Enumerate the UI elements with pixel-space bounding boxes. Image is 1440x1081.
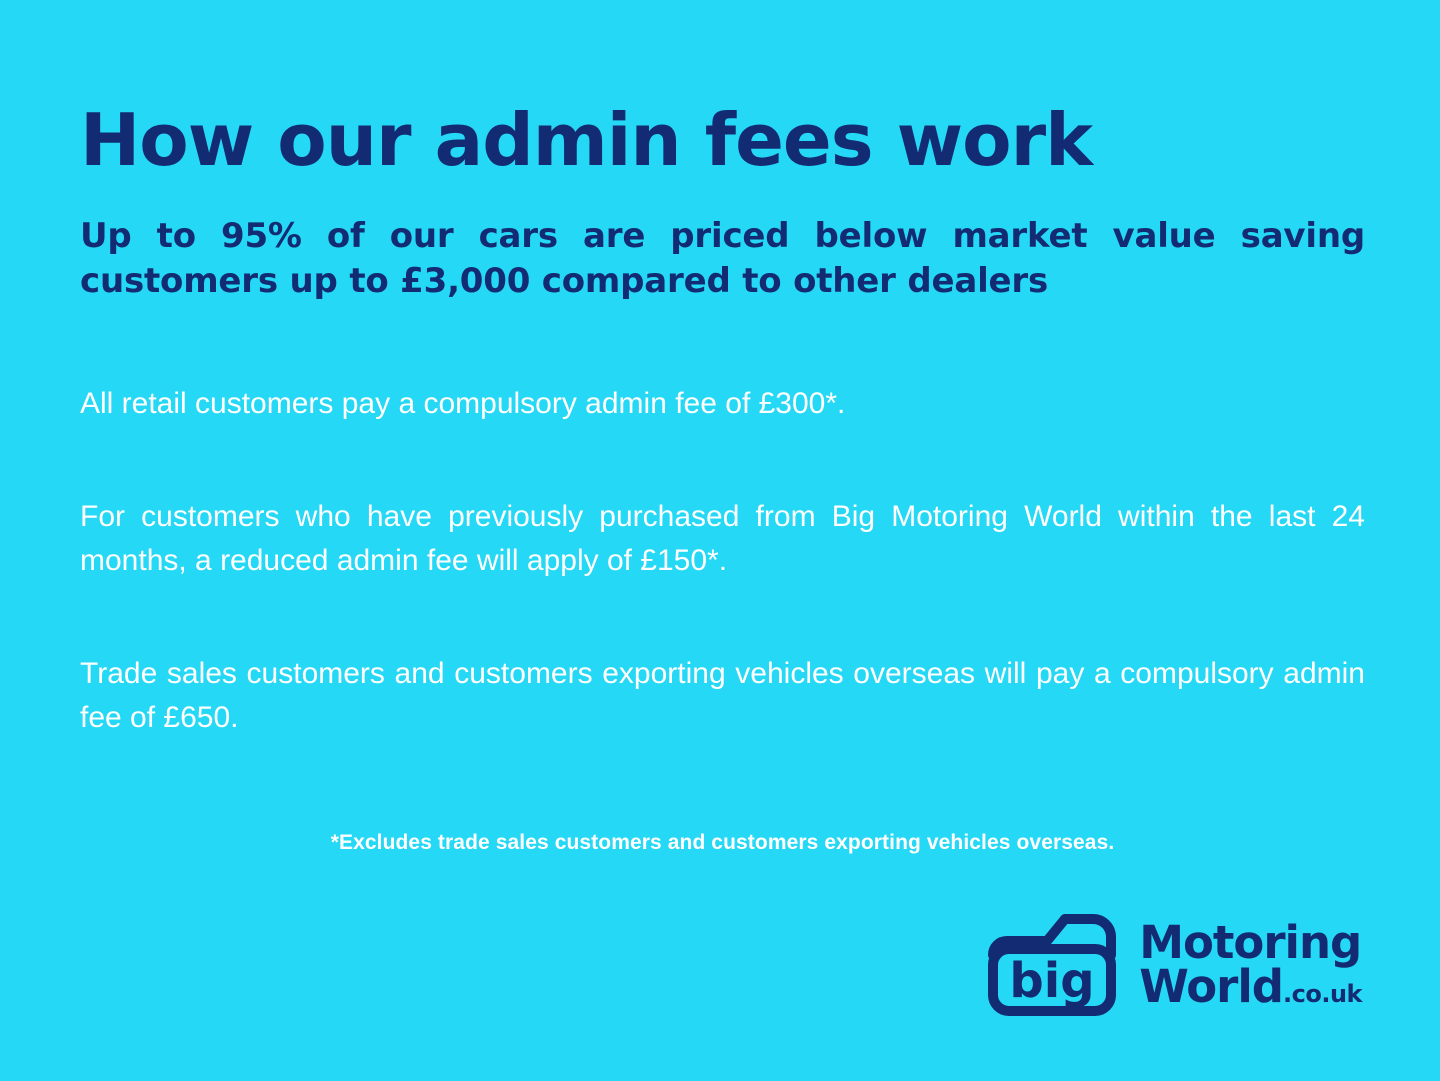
brand-wordmark-line1: Motoring <box>1139 915 1362 969</box>
page-title: How our admin fees work <box>80 98 1093 182</box>
paragraph-trade-export-fee: Trade sales customers and customers exporting vehicles overseas will pay a compulsory admin fee of £650. <box>80 657 1365 734</box>
paragraph-retail-fee: All retail customers pay a compulsory admin fee of £300*. <box>80 386 846 420</box>
brand-logo <box>985 911 1362 1019</box>
big-car-logo-icon <box>985 911 1125 1019</box>
subheadline: Up to 95% of our cars are priced below market value saving customers up to £3,000 compared to other dealers <box>80 216 1365 301</box>
svg-text:big: big <box>1009 953 1095 1009</box>
paragraph-returning-customer-fee: For customers who have previously purchased from Big Motoring World within the last 24 months, a reduced admin fee will apply of £150*. <box>80 500 1365 577</box>
brand-wordmark <box>1139 915 1362 1013</box>
brand-wordmark-tld: .co.uk <box>1283 980 1362 1008</box>
brand-wordmark-line2: World <box>1139 960 1283 1013</box>
footnote-disclaimer: *Excludes trade sales customers and customers exporting vehicles overseas. <box>330 831 1115 855</box>
